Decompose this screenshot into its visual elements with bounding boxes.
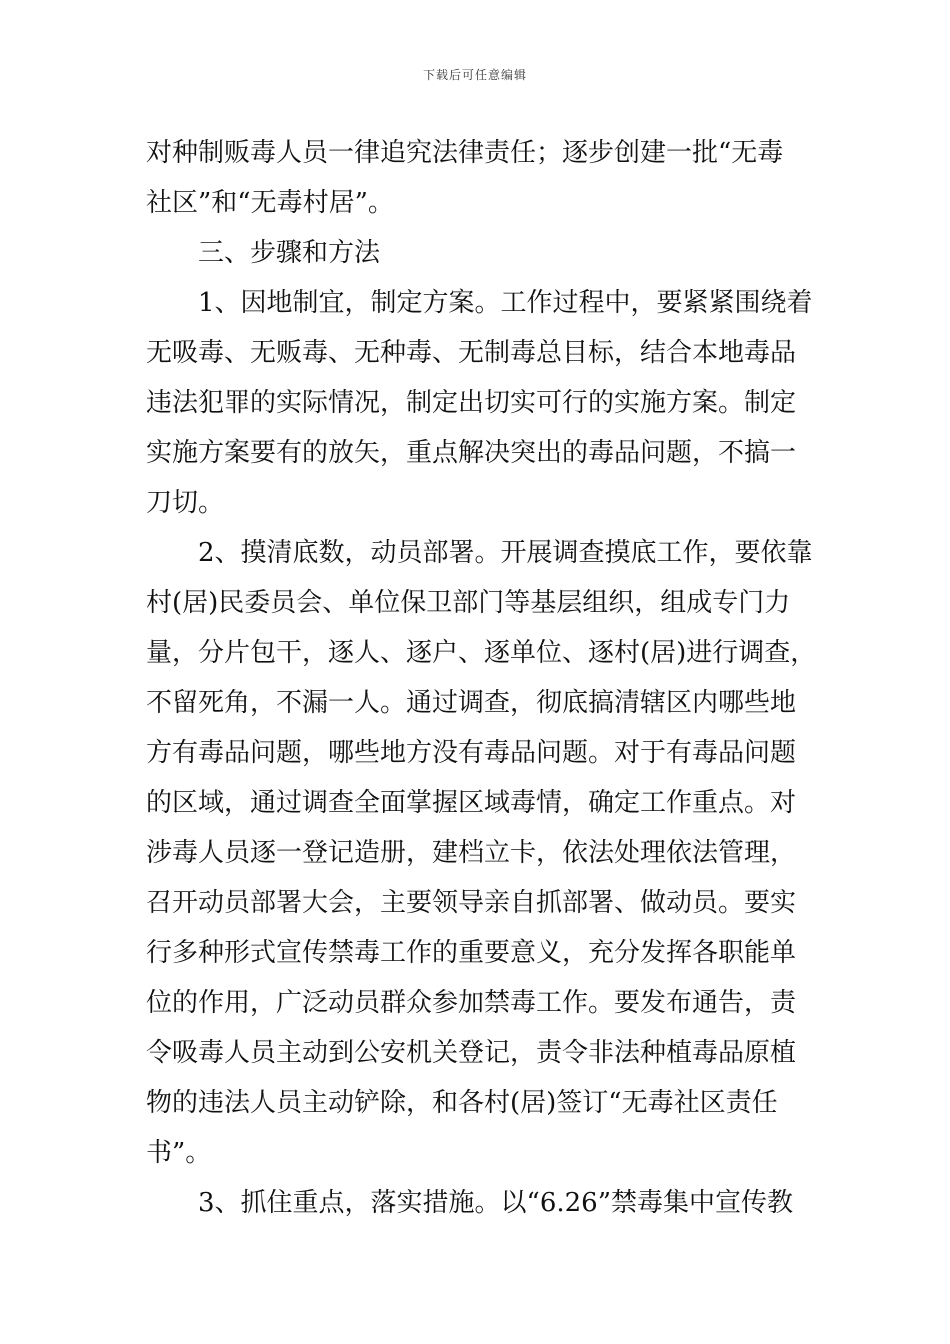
text-line: 实施方案要有的放矢，重点解决突出的毒品问题，不搞一	[146, 438, 797, 468]
text-line: 社区”和“无毒村居”。	[146, 188, 394, 218]
text-line: 不留死角，不漏一人。通过调查，彻底搞清辖区内哪些地	[146, 688, 797, 718]
text-line: 召开动员部署大会，主要领导亲自抓部署、做动员。要实	[146, 888, 797, 918]
text-line: 涉毒人员逐一登记造册，建档立卡，依法处理依法管理，	[146, 838, 797, 868]
text-line: 违法犯罪的实际情况，制定出切实可行的实施方案。制定	[146, 388, 797, 418]
text-line: 无吸毒、无贩毒、无种毒、无制毒总目标，结合本地毒品	[146, 338, 797, 368]
text-line: 位的作用，广泛动员群众参加禁毒工作。要发布通告，责	[146, 988, 797, 1018]
text-line: 书”。	[146, 1138, 212, 1168]
text-line: 量，分片包干，逐人、逐户、逐单位、逐村(居)进行调查，	[146, 638, 817, 668]
text-line: 令吸毒人员主动到公安机关登记，责令非法种植毒品原植	[146, 1038, 797, 1068]
text-line: 2、摸清底数，动员部署。开展调查摸底工作，要依靠	[198, 538, 813, 568]
text-line: 刀切。	[146, 488, 225, 518]
text-line: 1、因地制宜，制定方案。工作过程中，要紧紧围绕着	[198, 288, 813, 318]
text-line: 3、抓住重点，落实措施。以“6.26”禁毒集中宣传教	[198, 1188, 794, 1218]
text-line: 物的违法人员主动铲除，和各村(居)签订“无毒社区责任	[146, 1088, 778, 1118]
document-body	[146, 128, 817, 1228]
text-line: 村(居)民委员会、单位保卫部门等基层组织，组成专门力	[146, 588, 791, 618]
text-line: 行多种形式宣传禁毒工作的重要意义，充分发挥各职能单	[146, 938, 797, 968]
text-line: 的区域，通过调查全面掌握区域毒情，确定工作重点。对	[146, 788, 797, 818]
page-header: 下载后可任意编辑	[422, 68, 527, 82]
section-heading: 三、步骤和方法	[198, 238, 381, 268]
text-line: 方有毒品问题，哪些地方没有毒品问题。对于有毒品问题	[146, 738, 797, 768]
text-line: 对种制贩毒人员一律追究法律责任；逐步创建一批“无毒	[146, 138, 784, 168]
